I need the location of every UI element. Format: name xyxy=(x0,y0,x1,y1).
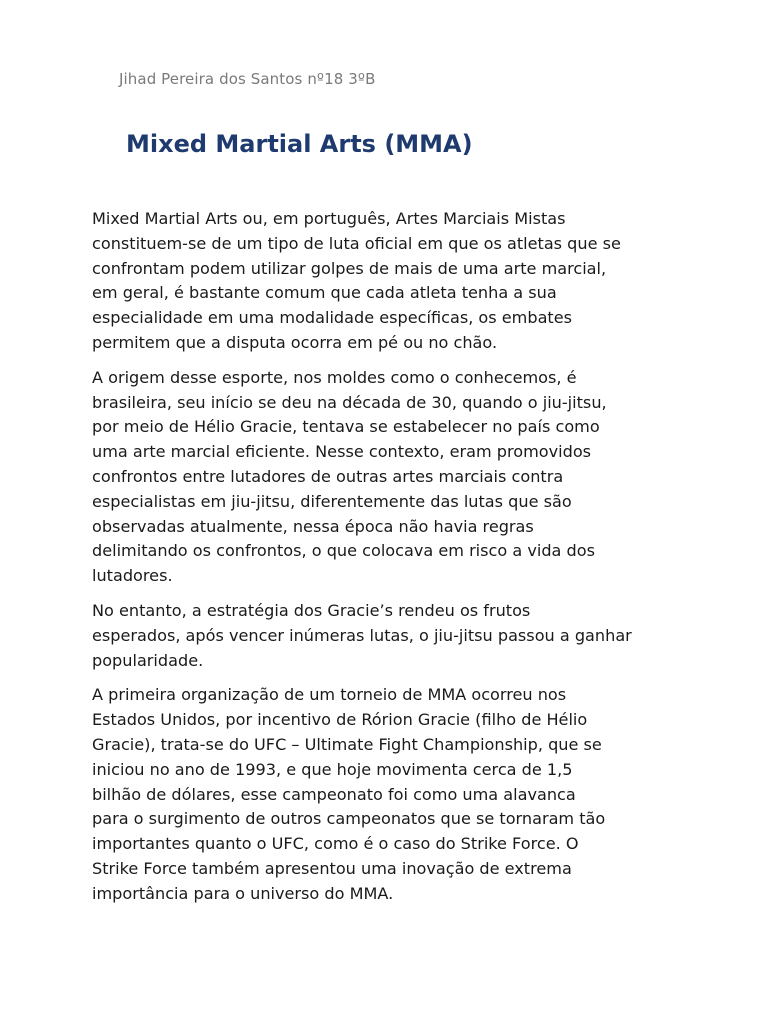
paragraph-line: iniciou no ano de 1993, e que hoje movimenta cerca de 1,5 xyxy=(92,759,573,779)
paragraph-line: confrontos entre lutadores de outras artes marciais contra xyxy=(92,466,564,486)
paragraph-line: especialistas em jiu-jitsu, diferentemente das lutas que são xyxy=(92,491,572,511)
document-title: Mixed Martial Arts (MMA) xyxy=(126,130,473,158)
paragraph-line: No entanto, a estratégia dos Gracie’s rendeu os frutos xyxy=(92,600,531,620)
paragraph xyxy=(92,366,692,589)
paragraph-line: delimitando os confrontos, o que colocava em risco a vida dos xyxy=(92,541,595,561)
paragraph xyxy=(92,599,692,673)
paragraph-line: uma arte marcial eficiente. Nesse contexto, eram promovidos xyxy=(92,442,592,462)
paragraph-line: lutadores. xyxy=(92,566,173,586)
paragraph-line: permitem que a disputa ocorra em pé ou no chão. xyxy=(92,332,498,352)
paragraph-line: bilhão de dólares, esse campeonato foi como uma alavanca xyxy=(92,784,576,804)
author-line: Jihad Pereira dos Santos nº18 3ºB xyxy=(119,70,376,88)
paragraph-line: popularidade. xyxy=(92,650,204,670)
document-body xyxy=(92,207,692,917)
paragraph-line: para o surgimento de outros campeonatos que se tornaram tão xyxy=(92,809,606,829)
paragraph-line: Mixed Martial Arts ou, em português, Artes Marciais Mistas xyxy=(92,209,566,228)
paragraph-line: A primeira organização de um torneio de MMA ocorreu nos xyxy=(92,685,567,705)
paragraph-line: em geral, é bastante comum que cada atleta tenha a sua xyxy=(92,283,557,303)
paragraph-line: esperados, após vencer inúmeras lutas, o jiu-jitsu passou a ganhar xyxy=(92,625,632,645)
paragraph-line: brasileira, seu início se deu na década de 30, quando o jiu-jitsu, xyxy=(92,392,607,412)
paragraph-line: A origem desse esporte, nos moldes como o conhecemos, é xyxy=(92,367,577,387)
paragraph-line: especialidade em uma modalidade específicas, os embates xyxy=(92,308,573,328)
paragraph xyxy=(92,207,692,356)
paragraph-line: observadas atualmente, nessa época não havia regras xyxy=(92,516,534,536)
paragraph-line: Estados Unidos, por incentivo de Rórion Gracie (filho de Hélio xyxy=(92,710,588,730)
paragraph-line: por meio de Hélio Gracie, tentava se estabelecer no país como xyxy=(92,417,600,437)
paragraph-line: confrontam podem utilizar golpes de mais de uma arte marcial, xyxy=(92,258,607,278)
paragraph-line: importância para o universo do MMA. xyxy=(92,883,394,903)
paragraph-line: importantes quanto o UFC, como é o caso do Strike Force. O xyxy=(92,834,579,854)
paragraph-line: Gracie), trata-se do UFC – Ultimate Fight Championship, que se xyxy=(92,734,602,754)
paragraph-line: Strike Force também apresentou uma inovação de extrema xyxy=(92,858,572,878)
paragraph-line: constituem-se de um tipo de luta oficial em que os atletas que se xyxy=(92,233,621,253)
paragraph xyxy=(92,683,692,906)
